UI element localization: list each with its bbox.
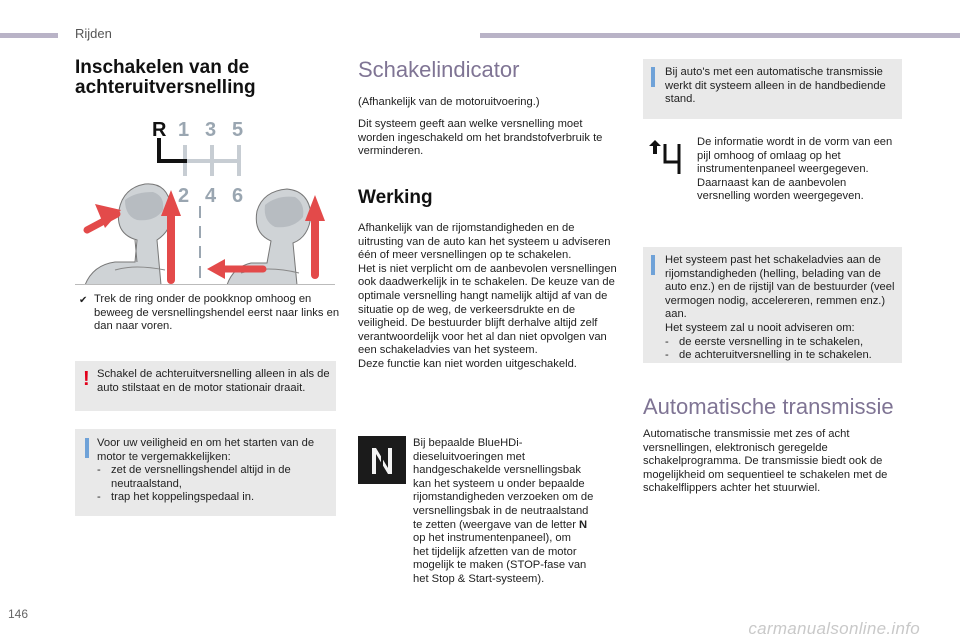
info-box-advice [643,247,902,363]
section-label: Rijden [75,26,112,41]
automatic-transmission-text: Automatische transmissie met zes of acht versnellingen, elektronisch geregelde schakelprogramma. De transmissie biedt ook de mogelijkheid om sequentieel te schakelen met de schakelflippers achter het stuurwiel. [643,428,888,495]
warning-text: Schakel de achteruitversnelling alleen in als de auto stilstaat en de motor stationair draait. [97,368,330,394]
header-rule-right [480,33,960,38]
watermark: carmanualsonline.info [748,619,920,638]
werking-text: Afhankelijk van de rijomstandigheden en de uitrusting van de auto kan het systeem u adviseren één of meer versnellingen op te schakelen. Het is niet verplicht om de aanbevolen versnellingen ook daadwerkelijk in te schakelen. De keuze van de optimale versnelling hangt namelijk altijd af van de situatie op de weg, de verkeersdrukte en de veiligheid. De bestuurder blijft derhalve altijd zelf verantwoordelijk voor het al dan niet opvolgen van een schakeladvies van het systeem. Deze functie kan niet worden uitgeschakeld. [358,222,617,370]
gear-knob-push-illustration [205,175,335,285]
gear-label-4: 4 [205,185,217,207]
info-safety-text: Voor uw veiligheid en om het starten van de motor te vergemakkelijken: [97,437,315,463]
display-info-text: De informatie wordt in de vorm van een pijl omhoog of omlaag op het instrumentenpaneel weergegeven. Daarnaast kan de aanbevolen versnelling worden weergegeven. [697,136,893,203]
step-text: Trek de ring onder de pookknop omhoog en beweeg de versnellingshendel eerst naar links en dan naar voren. [94,293,340,333]
neutral-display-icon [358,436,406,484]
bluehdi-text: Bij bepaalde BlueHDi- dieseluitvoeringen met handgeschakelde versnellingsbak kan het systeem u onder bepaalde rijomstandigheden verzoeken om de versnellingsbak in de neutraalstand te zetten (weergave van de letter N op het instrumentenpaneel), om het tijdelijk afzetten van de motor mogelijk te maken (STOP-fase van het Stop & Start-systeem). [413,437,594,585]
reverse-gear-title: Inschakelen van de achteruitversnelling [75,57,256,98]
step-bullet: ✔ [79,295,88,306]
automatic-info-text: Bij auto's met een automatische transmissie werkt dit systeem alleen in de handbediende stand. [665,66,886,106]
advice-item: - de achteruitversnelling in te schakelen. [665,349,872,362]
gear-knob-lift-illustration [75,170,200,285]
header-rule-left [0,33,58,38]
info-safety-item: - trap het koppelingspedaal in. [97,491,255,504]
motor-version-note: (Afhankelijk van de motoruitvoering.) [358,96,540,108]
warning-icon: ! [83,368,90,390]
info-icon [651,255,655,275]
info-box-safety [75,429,336,516]
gear-label-6: 6 [232,185,244,207]
gear-label-r: R [152,119,167,141]
shift-up-arrow-icon [645,140,685,176]
info-safety-item: - zet de versnellingshendel altijd in de neutraalstand, [97,464,291,490]
shift-indicator-intro: Dit systeem geeft aan welke versnelling moet worden ingeschakeld om het brandstofverbruik te verminderen. [358,118,603,158]
gear-label-1: 1 [178,119,190,141]
neutral-letter: N [579,518,588,531]
dashed-divider [196,206,204,286]
gear-label-2: 2 [178,185,190,207]
info-box-automatic [643,59,902,119]
step-instruction [75,293,340,334]
advice-info-text: Het systeem past het schakeladvies aan de rijomstandigheden (helling, belading van de auto enz.) en de rijstijl van de bestuurder (veel vermogen nodig, accelereren, remmen enz.) aan. Het systeem zal u nooit adviseren om: [665,254,895,334]
werking-title: Werking [358,187,433,208]
shift-indicator-title: Schakelindicator [358,57,520,82]
warning-box [75,361,336,411]
illustration-baseline [75,284,335,285]
info-icon [85,438,89,458]
gear-label-5: 5 [232,119,244,141]
automatic-transmission-title: Automatische transmissie [643,394,894,419]
advice-item: - de eerste versnelling in te schakelen, [665,335,864,348]
page-number: 146 [8,607,29,621]
info-icon [651,67,655,87]
gear-label-3: 3 [205,119,217,141]
